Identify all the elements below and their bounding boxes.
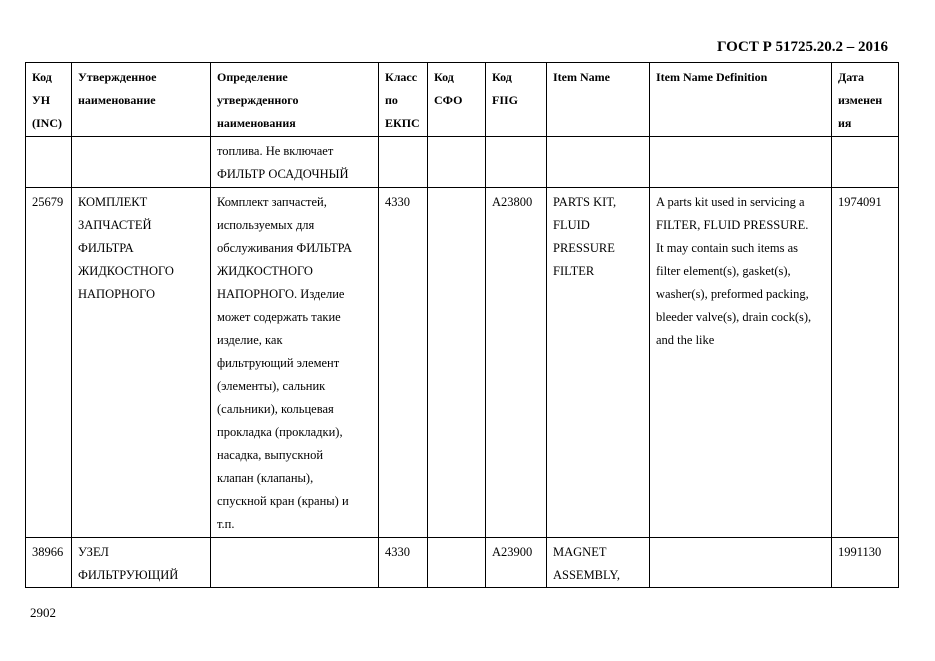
cell-line: Код xyxy=(32,70,52,84)
cell-line: ЕКПС xyxy=(385,116,420,130)
cell-line: filter element(s), gasket(s), xyxy=(656,264,791,278)
cell-line: PARTS KIT, xyxy=(553,195,617,209)
cell-line: Дата xyxy=(838,70,864,84)
cell-line: Item Name xyxy=(553,70,610,84)
table-cell xyxy=(650,137,832,188)
cell-line: bleeder valve(s), drain cock(s), xyxy=(656,310,812,324)
cell-line: Класс xyxy=(385,70,418,84)
cell-line: ФИЛЬТРА xyxy=(78,241,134,255)
cell-line: It may contain such items as xyxy=(656,241,798,255)
cell-line: топлива. Не включает xyxy=(217,144,334,158)
table-cell xyxy=(211,188,379,538)
table-cell xyxy=(486,137,547,188)
table-cell xyxy=(832,137,899,188)
cell-line: ЖИДКОСТНОГО xyxy=(78,264,174,278)
cell-line: по xyxy=(385,93,398,107)
cell-line: наименования xyxy=(217,116,296,130)
table-header-row xyxy=(26,63,899,137)
table-cell xyxy=(211,137,379,188)
cell-line: может содержать такие xyxy=(217,310,341,324)
cell-line: СФО xyxy=(434,93,463,107)
cell-line: A parts kit used in servicing a xyxy=(656,195,805,209)
table-cell xyxy=(486,188,547,538)
cell-line: ASSEMBLY, xyxy=(553,568,620,582)
cell-line: FLUID xyxy=(553,218,590,232)
table-cell xyxy=(72,188,211,538)
cell-line: A23900 xyxy=(492,545,533,559)
cell-line: 38966 xyxy=(32,545,64,559)
table-cell xyxy=(832,538,899,588)
column-header xyxy=(650,63,832,137)
column-header xyxy=(547,63,650,137)
cell-line: т.п. xyxy=(217,517,235,531)
cell-line: утвержденного xyxy=(217,93,299,107)
table-cell xyxy=(486,538,547,588)
column-header xyxy=(211,63,379,137)
cell-line: используемых для xyxy=(217,218,315,232)
column-header xyxy=(26,63,72,137)
cell-line: 1991130 xyxy=(838,545,882,559)
cell-line: фильтрующий элемент xyxy=(217,356,340,370)
data-table xyxy=(25,62,899,588)
table-cell xyxy=(72,137,211,188)
cell-line: ФИЛЬТР ОСАДОЧНЫЙ xyxy=(217,167,349,181)
cell-line: and the like xyxy=(656,333,715,347)
cell-line: A23800 xyxy=(492,195,533,209)
table-row xyxy=(26,538,899,588)
cell-line: НАПОРНОГО xyxy=(78,287,156,301)
cell-line: 4330 xyxy=(385,545,410,559)
table-cell xyxy=(379,188,428,538)
table-cell xyxy=(26,188,72,538)
cell-line: Код xyxy=(492,70,512,84)
cell-line: обслуживания ФИЛЬТРА xyxy=(217,241,352,255)
column-header xyxy=(428,63,486,137)
cell-line: FILTER, FLUID PRESSURE. xyxy=(656,218,809,232)
cell-line: (элементы), сальник xyxy=(217,379,326,393)
column-header xyxy=(832,63,899,137)
cell-line: washer(s), preformed packing, xyxy=(656,287,809,301)
cell-line: MAGNET xyxy=(553,545,607,559)
cell-line: Утвержденное xyxy=(78,70,157,84)
cell-line: клапан (клапаны), xyxy=(217,471,314,485)
cell-line: 25679 xyxy=(32,195,64,209)
table-cell xyxy=(211,538,379,588)
table-cell xyxy=(547,137,650,188)
cell-line: КОМПЛЕКТ xyxy=(78,195,148,209)
cell-line: ЗАПЧАСТЕЙ xyxy=(78,218,152,232)
table-cell xyxy=(547,188,650,538)
cell-line: (INC) xyxy=(32,116,62,130)
cell-line: изделие, как xyxy=(217,333,283,347)
cell-line: Комплект запчастей, xyxy=(217,195,327,209)
cell-line: Код xyxy=(434,70,454,84)
cell-line: 1974091 xyxy=(838,195,882,209)
page-number: 2902 xyxy=(30,605,56,620)
table-cell xyxy=(547,538,650,588)
cell-line: насадка, выпускной xyxy=(217,448,324,462)
table-cell xyxy=(428,538,486,588)
cell-line: ФИЛЬТРУЮЩИЙ xyxy=(78,568,179,582)
table-cell xyxy=(26,538,72,588)
column-header xyxy=(486,63,547,137)
cell-line: ЖИДКОСТНОГО xyxy=(217,264,313,278)
cell-line: НАПОРНОГО. Изделие xyxy=(217,287,345,301)
cell-line: (сальники), кольцевая xyxy=(217,402,334,416)
table-row xyxy=(26,188,899,538)
cell-line: ия xyxy=(838,116,852,130)
table-cell xyxy=(379,538,428,588)
column-header xyxy=(72,63,211,137)
column-header xyxy=(379,63,428,137)
table-cell xyxy=(72,538,211,588)
table-cell xyxy=(428,188,486,538)
cell-line: FIIG xyxy=(492,93,519,107)
cell-line: 4330 xyxy=(385,195,410,209)
table-cell xyxy=(379,137,428,188)
cell-line: наименование xyxy=(78,93,156,107)
table-row xyxy=(26,137,899,188)
table-cell xyxy=(26,137,72,188)
cell-line: УЗЕЛ xyxy=(78,545,109,559)
table-cell xyxy=(428,137,486,188)
cell-line: FILTER xyxy=(553,264,595,278)
cell-line: Item Name Definition xyxy=(656,70,768,84)
document-header: ГОСТ Р 51725.20.2 – 2016 xyxy=(716,39,888,55)
cell-line: Определение xyxy=(217,70,288,84)
cell-line: изменен xyxy=(838,93,883,107)
cell-line: спускной кран (краны) и xyxy=(217,494,349,508)
cell-line: PRESSURE xyxy=(553,241,615,255)
table-cell xyxy=(650,188,832,538)
cell-line: прокладка (прокладки), xyxy=(217,425,343,439)
table-cell xyxy=(650,538,832,588)
table-cell xyxy=(832,188,899,538)
cell-line: УН xyxy=(32,93,51,107)
